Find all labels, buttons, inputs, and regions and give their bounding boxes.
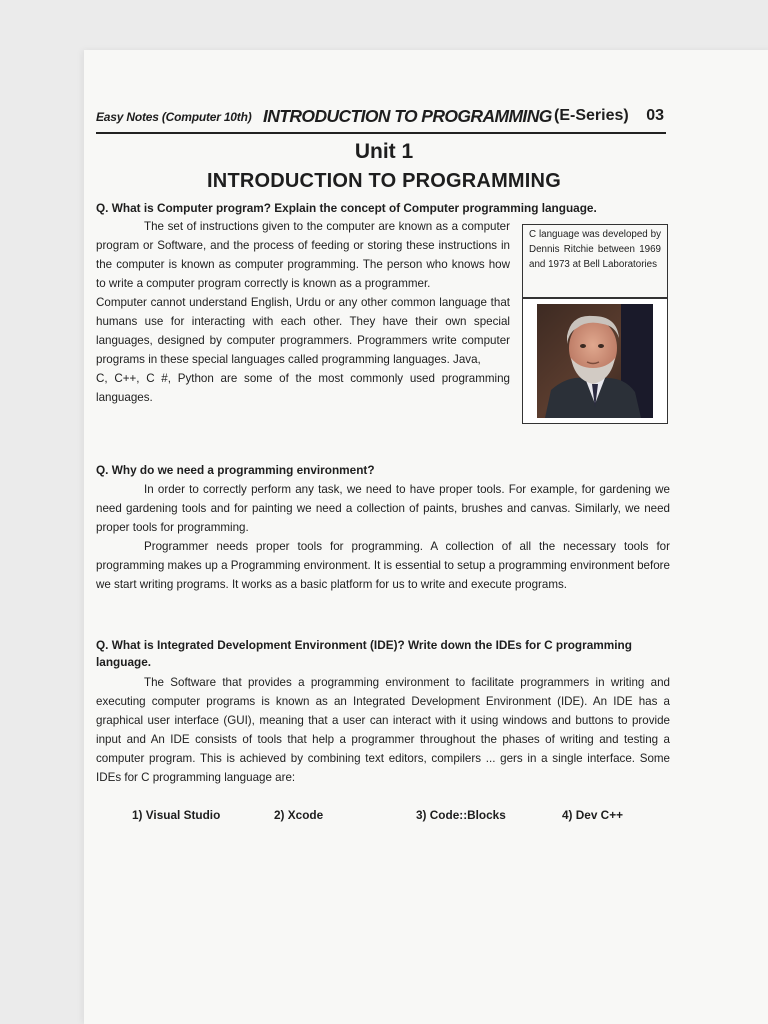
header-book-name: Easy Notes (Computer 10th) (96, 110, 252, 124)
section3-body (96, 673, 670, 787)
section2-body (96, 480, 670, 594)
photo-caption: C language was developed by Dennis Ritchie between 1969 and 1973 at Bell Laboratories (522, 224, 668, 298)
portrait-image (537, 304, 653, 418)
header-series: (E-Series) (554, 107, 629, 124)
unit-heading: Unit 1 (354, 140, 414, 163)
dennis-ritchie-photo (522, 298, 668, 424)
ide-item-code-blocks: 3) Code::Blocks (416, 808, 506, 822)
section1-body (96, 217, 510, 407)
section2-paragraph-2: Programmer needs proper tools for programming. A collection of all the necessary tools for programming makes up a Programming environment. It is essential to setup a programming environment before we start writing programs. It works as a basic platform for us to write and execute programs. (96, 540, 670, 591)
ide-item-visual-studio: 1) Visual Studio (132, 808, 221, 822)
ide-item-dev-cpp: 4) Dev C++ (562, 808, 623, 822)
question-1: Q. What is Computer program? Explain the concept of Computer programming language. (96, 201, 597, 215)
chapter-title: INTRODUCTION TO PROGRAMMING (207, 170, 561, 192)
page-number: 03 (646, 107, 664, 124)
question-2: Q. Why do we need a programming environment? (96, 463, 375, 477)
section1-paragraph-1: The set of instructions given to the computer are known as a computer program or Software, and the process of feeding or storing these instructions in the computer is known as computer programming. The person who knows how to write a computer program correctly is known as a programmer. (96, 220, 510, 290)
section1-paragraph-2: Computer cannot understand English, Urdu or any other common language that humans use for interacting with each other. They have their own special languages, designed by computer programmers. Programmers write computer programs in these special languages called programming languages. Java, (96, 296, 510, 366)
question-3: Q. What is Integrated Development Environment (IDE)? Write down the IDEs for C programming language. (96, 638, 632, 669)
section1-paragraph-3: C, C++, C #, Python are some of the most commonly used programming languages. (96, 372, 510, 404)
section2-paragraph-1: In order to correctly perform any task, we need to have proper tools. For example, for gardening we need gardening tools and for painting we need a collection of paints, brushes and canvas. Similarly, we need proper tools for programming. (96, 483, 670, 534)
running-header (96, 106, 666, 134)
section3-paragraph-1: The Software that provides a programming environment to facilitate programmers in writing and executing computer programs is known as an Integrated Development Environment (IDE). An IDE has a graphical user interface (GUI), meaning that a user can interact with it using windows and buttons to provide input and An IDE consists of tools that help a programmer throughout the phases of writing and testing a computer program. This is achieved by combining text editors, compilers ... gers in a single interface. Some IDEs for C programming language are: (96, 676, 670, 784)
ide-item-xcode: 2) Xcode (274, 808, 324, 822)
header-chapter-title: INTRODUCTION TO PROGRAMMING (263, 106, 552, 126)
